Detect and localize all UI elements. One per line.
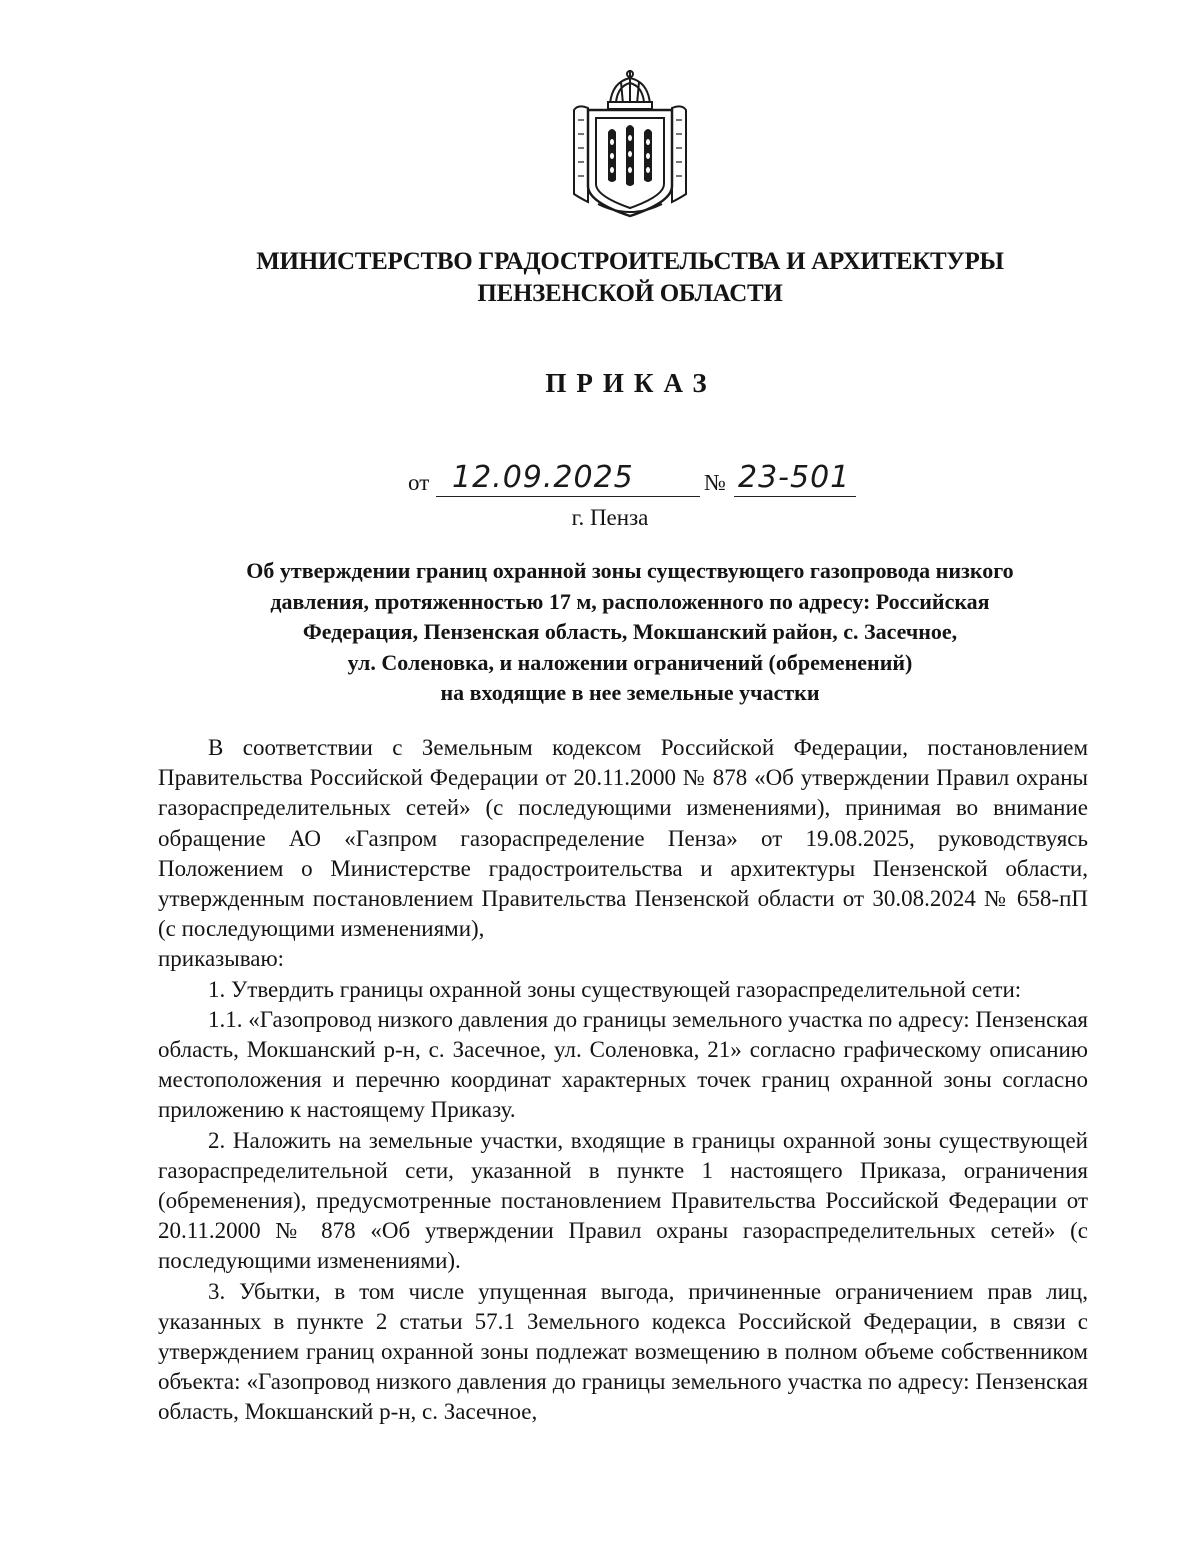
ministry-line-1: МИНИСТЕРСТВО ГРАДОСТРОИТЕЛЬСТВА И АРХИТЕКТУРЫ bbox=[256, 248, 1004, 275]
document-type: ПРИКАЗ bbox=[545, 368, 717, 398]
item-1-paragraph: 1. Утвердить границы охранной зоны существующей газораспределительной сети: bbox=[208, 976, 1022, 1002]
ministry-name bbox=[0, 246, 1200, 310]
title-line: на входящие в нее земельные участки bbox=[440, 680, 820, 705]
city: г. Пенза bbox=[571, 505, 649, 530]
item-3-paragraph: 3. Убытки, в том числе упущенная выгода, причиненные ограничением прав лиц, указанных в пункте 2 статьи 57.1 Земельного кодекса Российской Федерации, в связи с утверждением границ охранной зоны подлежат возмещению в полном объеме собственником объекта: «Газопровод низкого давления до границы земельного участка по адресу: Пензенская область, Мокшанский р-н, с. Засечное, bbox=[158, 1278, 1088, 1425]
title-line: Федерация, Пензенская область, Мокшанский район, с. Засечное, bbox=[302, 619, 958, 644]
number-underline bbox=[734, 496, 856, 497]
order-word: приказываю: bbox=[158, 946, 285, 972]
document-body bbox=[158, 733, 1088, 1428]
item-2-paragraph: 2. Наложить на земельные участки, входящие в границы охранной зоны существующей газораспределительной сети, указанной в пункте 1 настоящего Приказа, ограничения (обременения), предусмотренные постановлением Правительства Российской Федерации от 20.11.2000 № 878 «Об утверждении Правил охраны газораспределительных сетей» (с последующими изменениями). bbox=[158, 1127, 1088, 1274]
title-line: Об утверждении границ охранной зоны существующего газопровода низкого bbox=[246, 558, 1014, 583]
title-line: давления, протяженностью 17 м, расположенного по адресу: Российская bbox=[270, 588, 990, 614]
document-title bbox=[160, 556, 1100, 709]
date-underline bbox=[436, 496, 700, 497]
number-label: № bbox=[704, 470, 726, 495]
ministry-line-2: ПЕНЗЕНСКОЙ ОБЛАСТИ bbox=[477, 280, 783, 307]
date-label: от bbox=[408, 470, 430, 495]
coat-of-arms-icon bbox=[568, 70, 692, 218]
item-1-1-paragraph: 1.1. «Газопровод низкого давления до границы земельного участка по адресу: Пензенская область, Мокшанский р-н, с. Засечное, ул. Соленовка, 21» согласно графическому описанию местоположения и перечню координат характерных точек границ охранной зоны согласно приложению к настоящему Приказу. bbox=[158, 1006, 1088, 1123]
preamble-paragraph: В соответствии с Земельным кодексом Российской Федерации, постановлением Правительства Российской Федерации от 20.11.2000 № 878 «Об утверждении Правил охраны газораспределительных сетей» (с последующими изменениями), принимая во внимание обращение АО «Газпром газораспределение Пенза» от 19.08.2025, руководствуясь Положением о Министерстве градостроительства и архитектуры Пензенской области, утвержденным постановлением Правительства Пензенской области от 30.08.2024 № 658-пП (с последующими изменениями), bbox=[158, 735, 1088, 942]
handwritten-date: 12.09.2025 bbox=[452, 460, 634, 495]
handwritten-number: 23-501 bbox=[738, 460, 851, 495]
title-line: ул. Соленовка, и наложении ограничений (обременений) bbox=[347, 649, 913, 675]
